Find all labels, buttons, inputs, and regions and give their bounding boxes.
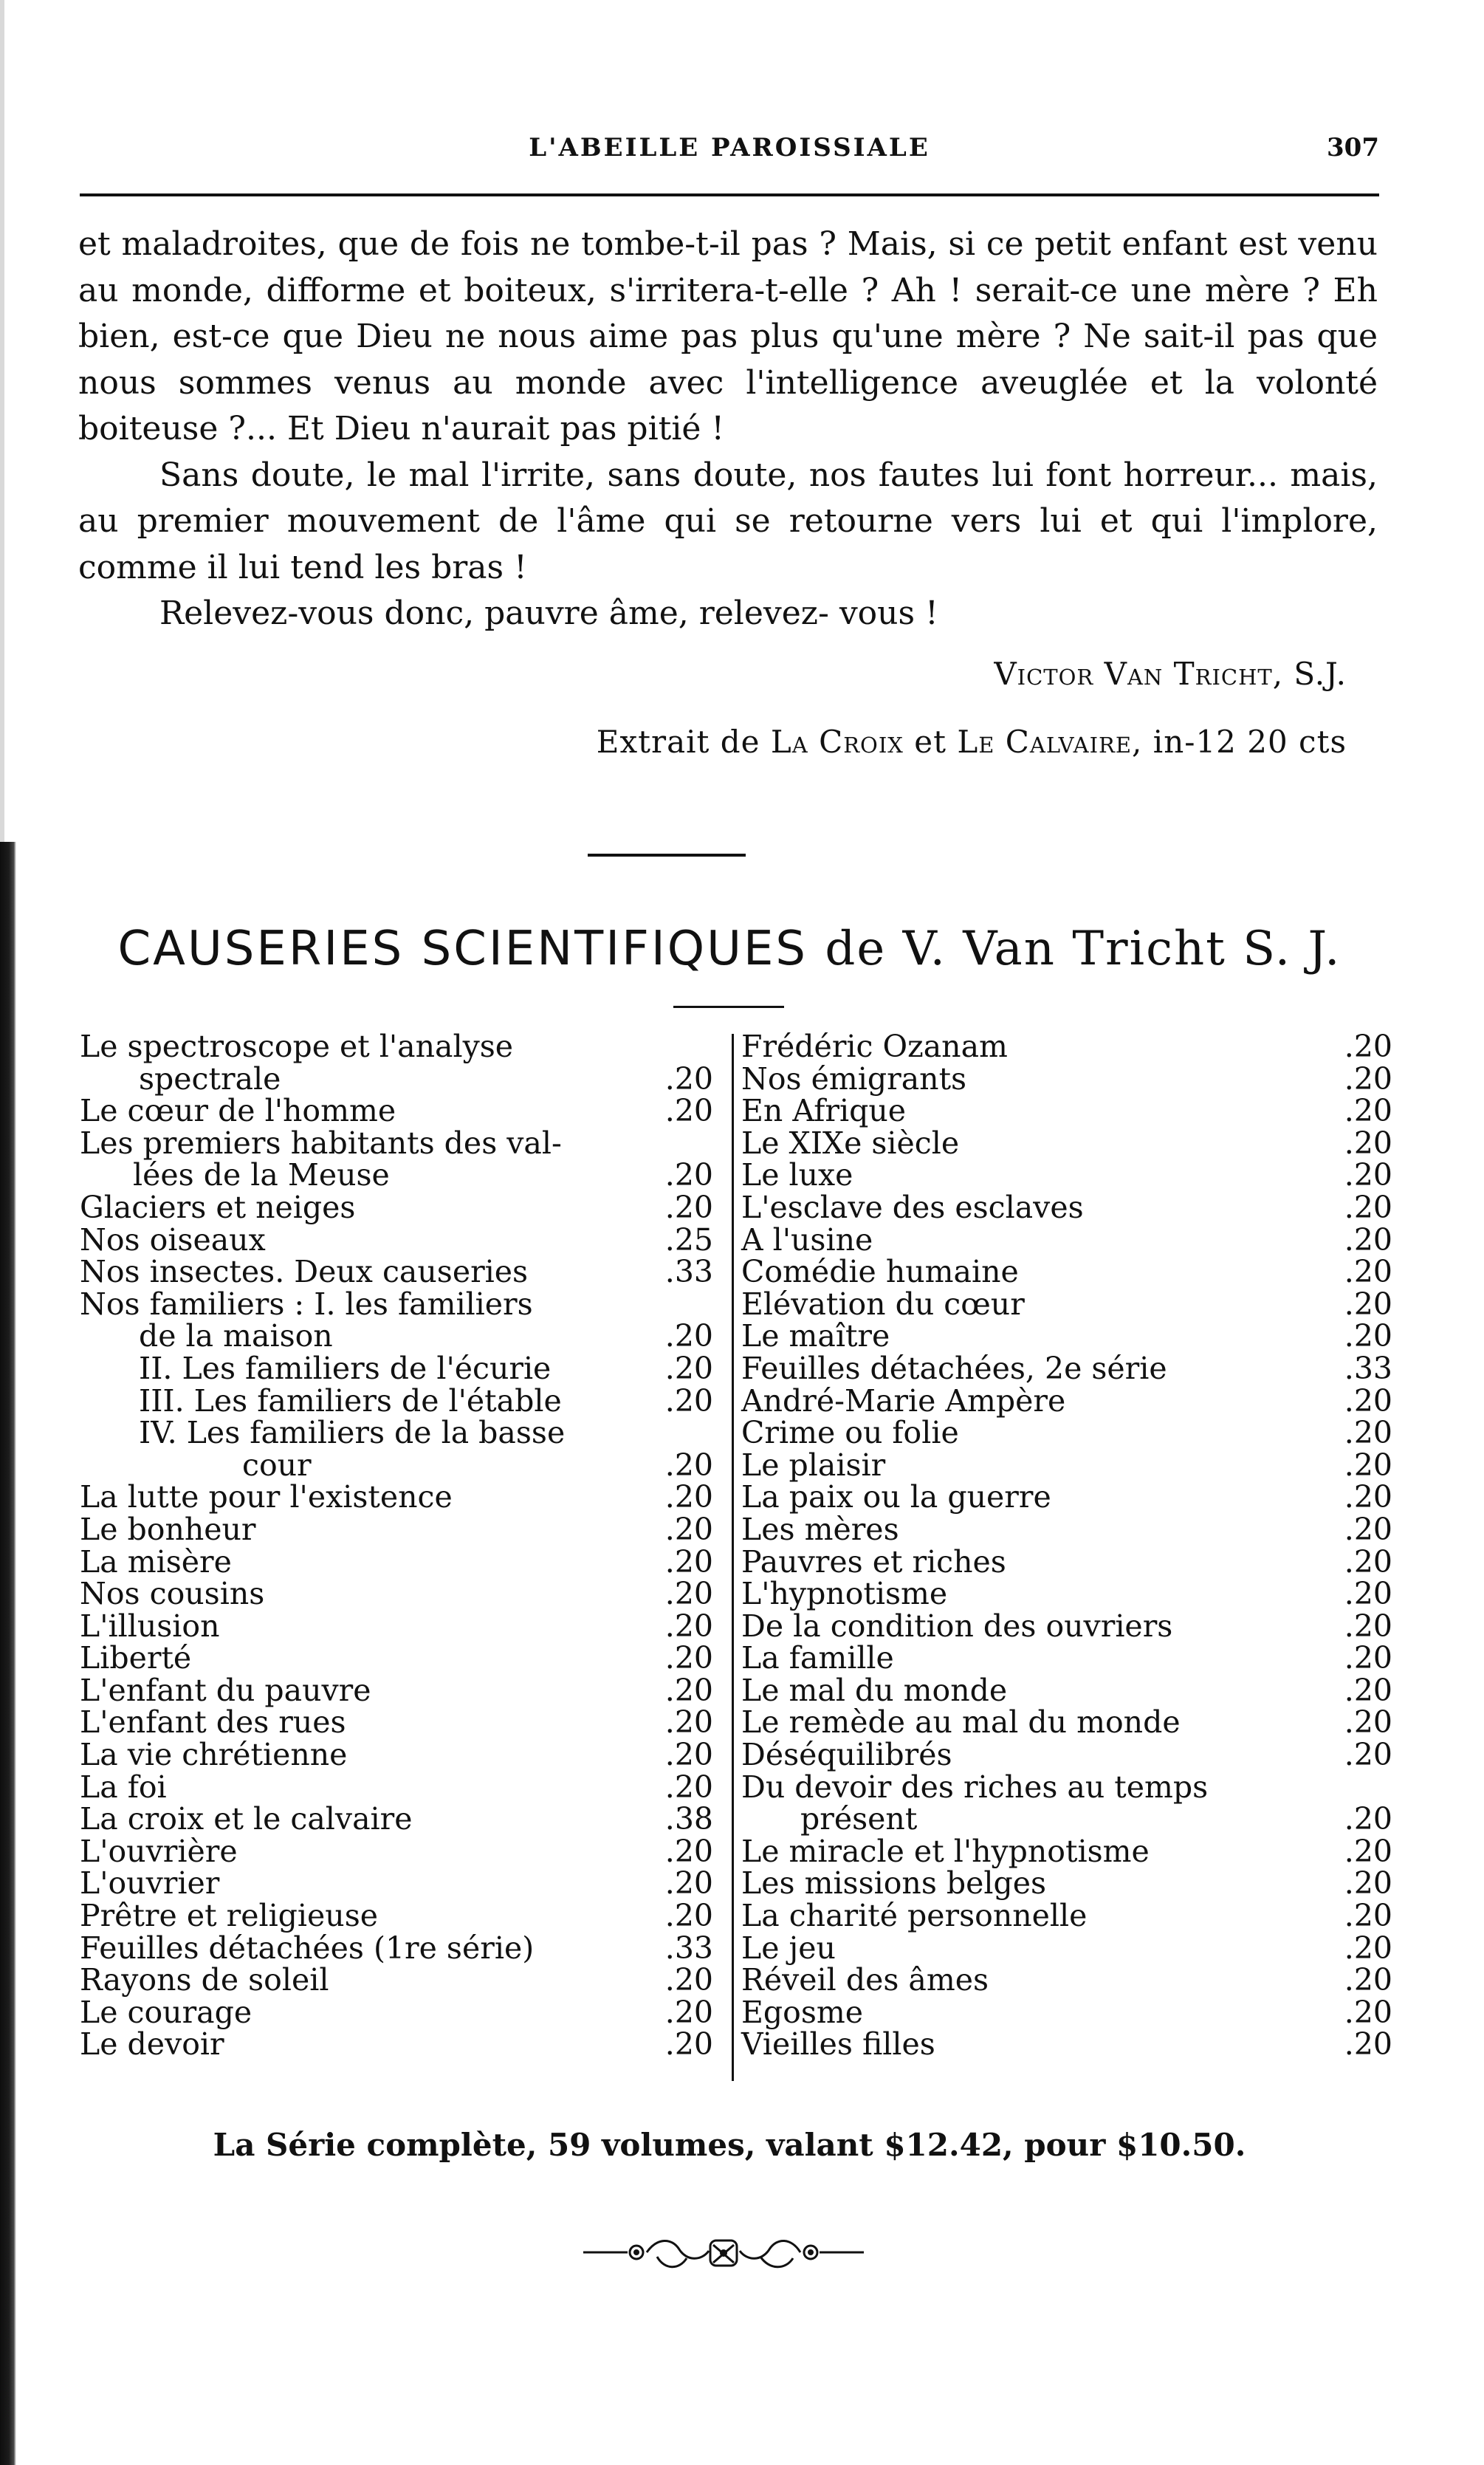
entry-price: .20 (664, 1382, 713, 1419)
catalog-author: de V. Van Tricht S. J. (825, 922, 1342, 976)
catalog-right-entry (741, 1608, 1394, 1644)
entry-title: La lutte pour l'existence (80, 1479, 453, 1515)
catalog-right-entry (741, 1159, 1394, 1192)
entry-price: .25 (664, 1221, 713, 1258)
entry-title: L'enfant du pauvre (80, 1672, 371, 1708)
catalog-right-entry (741, 2026, 1394, 2063)
catalog-left-entry (80, 1704, 722, 1741)
entry-title: L'ouvrière (80, 1833, 238, 1869)
article-paragraph: Relevez-vous donc, pauvre âme, relevez- vous ! (159, 594, 938, 632)
entry-price: .20 (664, 1672, 713, 1708)
catalog-right-column (741, 1031, 1394, 2061)
catalog-left-entry (80, 1286, 722, 1322)
entry-title: cour (242, 1447, 312, 1483)
entry-price: .20 (1344, 1576, 1392, 1612)
entry-price: .20 (1344, 1801, 1392, 1837)
catalog-right-entry (741, 1481, 1394, 1514)
entry-title: de la maison (139, 1318, 333, 1354)
catalog-right-entry (741, 1803, 1394, 1836)
entry-title: Prêtre et religieuse (80, 1898, 379, 1934)
entry-title: Rayons de soleil (80, 1962, 329, 1998)
entry-price: .20 (1344, 1254, 1392, 1290)
entry-price: .33 (664, 1254, 713, 1290)
entry-title: Vieilles filles (741, 2026, 935, 2063)
catalog-left-entry (80, 1320, 722, 1353)
catalog-right-entry (741, 1031, 1394, 1063)
entry-title: L'ouvrier (80, 1865, 220, 1902)
entry-title: L'enfant des rues (80, 1704, 346, 1741)
entry-price: .20 (664, 1189, 713, 1225)
catalog-right-entry (741, 1286, 1394, 1322)
catalog-right-entry (741, 1256, 1394, 1289)
article-body (78, 222, 1378, 637)
catalog-right-entry (741, 1930, 1394, 1966)
catalog-right-entry (741, 1511, 1394, 1547)
catalog-left-entry (80, 1930, 722, 1966)
book-spine-shadow (0, 842, 16, 2465)
entry-title: Le luxe (741, 1157, 853, 1193)
entry-price: .20 (1344, 1415, 1392, 1451)
entry-title: Les premiers habitants des val- (80, 1125, 562, 1161)
catalog-right-entry (741, 1769, 1394, 1805)
entry-title: Le XIXe siècle (741, 1125, 960, 1161)
entry-title: II. Les familiers de l'écurie (139, 1350, 552, 1386)
entry-title: Le bonheur (80, 1511, 256, 1547)
catalog-left-entry (80, 1672, 722, 1708)
entry-title: IV. Les familiers de la basse (139, 1415, 566, 1451)
entry-price: .20 (1344, 1157, 1392, 1193)
catalog-left-entry (80, 1447, 722, 1483)
catalog-left-entry (80, 1803, 722, 1836)
catalog-right-entry (741, 1964, 1394, 1997)
entry-title: Nos familiers : I. les familiers (80, 1286, 533, 1322)
article-signature: Victor Van Tricht, S.J. (994, 656, 1347, 692)
catalog-left-entry (80, 1125, 722, 1161)
entry-price: .20 (664, 1704, 713, 1741)
entry-title: Le spectroscope et l'analyse (80, 1029, 514, 1064)
entry-price: .20 (664, 2026, 713, 2063)
entry-title: L'illusion (80, 1608, 220, 1644)
entry-price: .20 (1344, 1704, 1392, 1741)
catalog-right-entry (741, 1865, 1394, 1902)
catalog-right-entry (741, 1189, 1394, 1225)
entry-price: .20 (1344, 1286, 1392, 1322)
entry-title: Comédie humaine (741, 1254, 1019, 1290)
entry-title: Egosme (741, 1994, 864, 2030)
entry-title: Feuilles détachées, 2e série (741, 1350, 1167, 1386)
entry-price: .20 (664, 1994, 713, 2030)
entry-title: Le plaisir (741, 1447, 886, 1483)
catalog-right-entry (741, 1578, 1394, 1611)
catalog-left-entry (80, 1382, 722, 1419)
entry-title: présent (800, 1801, 918, 1837)
entry-price: .20 (1344, 1672, 1392, 1708)
catalog-left-entry (80, 1900, 722, 1933)
catalog-left-entry (80, 1511, 722, 1547)
entry-title: Du devoir des riches au temps (741, 1769, 1209, 1805)
catalog-left-entry (80, 1608, 722, 1644)
catalog-left-entry (80, 1833, 722, 1869)
catalog-left-entry (80, 1964, 722, 1997)
entry-price: .20 (664, 1769, 713, 1805)
catalog-right-entry (741, 1221, 1394, 1258)
catalog-left-entry (80, 2026, 722, 2063)
entry-price: .33 (664, 1930, 713, 1966)
catalog-right-entry (741, 1125, 1394, 1161)
entry-title: Le cœur de l'homme (80, 1093, 396, 1129)
catalog-left-entry (80, 1865, 722, 1902)
entry-price: .20 (664, 1962, 713, 1998)
catalog-right-entry (741, 1994, 1394, 2030)
entry-price: .20 (664, 1576, 713, 1612)
section-divider (588, 854, 746, 857)
catalog-left-entry (80, 1350, 722, 1386)
entry-title: Nos insectes. Deux causeries (80, 1254, 529, 1290)
entry-price: .20 (1344, 1479, 1392, 1515)
entry-price: .20 (1344, 1189, 1392, 1225)
catalog-table (80, 1031, 1394, 2082)
source-title-calvaire: Le Calvaire, (957, 724, 1143, 760)
entry-title: Feuilles détachées (1re série) (80, 1930, 535, 1966)
entry-title: Nos oiseaux (80, 1221, 266, 1258)
catalog-right-entry (741, 1417, 1394, 1450)
catalog-right-entry (741, 1382, 1394, 1419)
entry-title: Réveil des âmes (741, 1962, 989, 1998)
entry-price: .20 (1344, 1608, 1392, 1644)
entry-title: L'esclave des esclaves (741, 1189, 1084, 1225)
catalog-left-entry (80, 1417, 722, 1450)
entry-price: .20 (664, 1157, 713, 1193)
catalog-left-entry (80, 1159, 722, 1192)
entry-price: .20 (664, 1865, 713, 1902)
entry-price: .20 (1344, 1382, 1392, 1419)
entry-price: .20 (664, 1640, 713, 1676)
entry-title: La vie chrétienne (80, 1737, 348, 1773)
entry-price: .20 (1344, 1640, 1392, 1676)
entry-price: .20 (1344, 1318, 1392, 1354)
entry-title: André-Marie Ampère (741, 1382, 1066, 1419)
catalog-left-entry (80, 1994, 722, 2030)
entry-title: Les missions belges (741, 1865, 1047, 1902)
entry-title: La famille (741, 1640, 894, 1676)
catalog-right-entry (741, 1739, 1394, 1772)
entry-title: La foi (80, 1769, 167, 1805)
entry-price: .20 (664, 1447, 713, 1483)
entry-price: .20 (1344, 1833, 1392, 1869)
entry-title: La paix ou la guerre (741, 1479, 1051, 1515)
catalog-right-entry (741, 1320, 1394, 1353)
entry-title: A l'usine (741, 1221, 873, 1258)
entry-price: .20 (664, 1060, 713, 1097)
entry-title: Crime ou folie (741, 1415, 959, 1451)
source-format-price: in-12 20 cts (1152, 724, 1347, 760)
series-price-summary: La Série complète, 59 volumes, valant $12.42, pour $10.50. (213, 2127, 1246, 2163)
entry-price: .20 (1344, 1898, 1392, 1934)
article-paragraph: et maladroites, que de fois ne tombe-t-il pas ? Mais, si ce petit enfant est venu au monde, difforme et boiteux, s'irritera-t-elle ? Ah ! serait-ce une mère ? Eh bien, est-ce que Dieu ne nous aime pas plus qu'une mère ? Ne sait-il pas que nous sommes venus au monde avec l'intelligence aveuglée et la volonté boiteuse ?... Et Dieu n'aurait pas pitié ! (78, 225, 1378, 448)
entry-price: .20 (1344, 1221, 1392, 1258)
source-prefix: Extrait de (596, 724, 760, 760)
entry-price: .20 (1344, 1865, 1392, 1902)
running-title: L'ABEILLE PAROISSIALE (529, 133, 930, 162)
entry-price: .38 (664, 1801, 713, 1837)
catalog-right-entry (741, 1672, 1394, 1708)
catalog-right-entry (741, 1447, 1394, 1483)
entry-price: .20 (1344, 2026, 1392, 2063)
entry-price: .33 (1344, 1350, 1392, 1386)
entry-price: .20 (1344, 1029, 1392, 1064)
entry-price: .20 (1344, 1093, 1392, 1129)
catalog-left-entry (80, 1578, 722, 1611)
catalog-title: CAUSERIES SCIENTIFIQUES (117, 922, 808, 976)
entry-title: Les mères (741, 1511, 899, 1547)
catalog-left-entry (80, 1060, 722, 1097)
catalog-left-entry (80, 1769, 722, 1805)
entry-title: De la condition des ouvriers (741, 1608, 1173, 1644)
entry-title: Glaciers et neiges (80, 1189, 356, 1225)
column-divider (732, 1034, 734, 2081)
source-title-croix: La Croix (770, 724, 904, 760)
entry-price: .20 (1344, 1543, 1392, 1580)
catalog-left-entry (80, 1543, 722, 1580)
catalog-right-entry (741, 1350, 1394, 1386)
article-paragraph: Sans doute, le mal l'irrite, sans doute, nos fautes lui font horreur... mais, au premier mouvement de l'âme qui se retourne vers lui et qui l'implore, comme il lui tend les bras ! (78, 456, 1378, 586)
entry-title: Le remède au mal du monde (741, 1704, 1181, 1741)
article-source (221, 724, 1347, 760)
entry-title: Le jeu (741, 1930, 836, 1966)
catalog-left-entry (80, 1256, 722, 1289)
entry-price: .20 (1344, 1447, 1392, 1483)
entry-price: .20 (664, 1737, 713, 1773)
catalog-right-entry (741, 1900, 1394, 1933)
catalog-left-entry (80, 1739, 722, 1772)
ornament-flourish (576, 2229, 871, 2276)
entry-title: Nos émigrants (741, 1060, 967, 1097)
entry-title: Le mal du monde (741, 1672, 1008, 1708)
entry-price: .20 (1344, 1125, 1392, 1161)
entry-price: .20 (664, 1350, 713, 1386)
entry-title: Le maître (741, 1318, 890, 1354)
entry-price: .20 (664, 1318, 713, 1354)
catalog-right-entry (741, 1642, 1394, 1675)
catalog-right-entry (741, 1543, 1394, 1580)
entry-price: .20 (664, 1093, 713, 1129)
entry-title: La charité personnelle (741, 1898, 1088, 1934)
entry-title: En Afrique (741, 1093, 907, 1129)
entry-title: Déséquilibrés (741, 1737, 952, 1773)
catalog-right-entry (741, 1060, 1394, 1097)
entry-price: .20 (1344, 1737, 1392, 1773)
entry-title: spectrale (139, 1060, 281, 1097)
catalog-left-entry (80, 1221, 722, 1258)
entry-price: .20 (1344, 1994, 1392, 2030)
entry-title: Le courage (80, 1994, 253, 2030)
entry-title: Pauvres et riches (741, 1543, 1006, 1580)
catalog-right-entry (741, 1704, 1394, 1741)
page-header (80, 133, 1379, 165)
entry-price: .20 (664, 1898, 713, 1934)
catalog-left-entry (80, 1031, 722, 1063)
entry-price: .20 (664, 1608, 713, 1644)
entry-title: Le devoir (80, 2026, 224, 2063)
entry-price: .20 (664, 1479, 713, 1515)
entry-title: La croix et le calvaire (80, 1801, 413, 1837)
header-rule (80, 193, 1379, 196)
entry-price: .20 (1344, 1962, 1392, 1998)
catalog-left-entry (80, 1481, 722, 1514)
page-edge-shadow (0, 0, 4, 842)
entry-price: .20 (1344, 1060, 1392, 1097)
heading-underline (673, 1006, 784, 1008)
catalog-left-column (80, 1031, 722, 2061)
catalog-left-entry (80, 1642, 722, 1675)
page-number: 307 (1327, 133, 1379, 162)
entry-title: III. Les familiers de l'étable (139, 1382, 562, 1419)
entry-title: Liberté (80, 1640, 192, 1676)
catalog-left-entry (80, 1095, 722, 1128)
catalog-right-entry (741, 1833, 1394, 1869)
entry-title: lées de la Meuse (133, 1157, 390, 1193)
entry-title: Elévation du cœur (741, 1286, 1025, 1322)
entry-price: .20 (1344, 1930, 1392, 1966)
entry-price: .20 (664, 1833, 713, 1869)
entry-title: Frédéric Ozanam (741, 1029, 1008, 1064)
catalog-right-entry (741, 1095, 1394, 1128)
entry-price: .20 (664, 1543, 713, 1580)
source-connector: et (914, 724, 947, 760)
catalog-left-entry (80, 1189, 722, 1225)
entry-price: .20 (1344, 1511, 1392, 1547)
catalog-heading (80, 922, 1379, 976)
entry-title: L'hypnotisme (741, 1576, 948, 1612)
entry-title: Le miracle et l'hypnotisme (741, 1833, 1150, 1869)
entry-title: Nos cousins (80, 1576, 265, 1612)
entry-title: La misère (80, 1543, 232, 1580)
entry-price: .20 (664, 1511, 713, 1547)
